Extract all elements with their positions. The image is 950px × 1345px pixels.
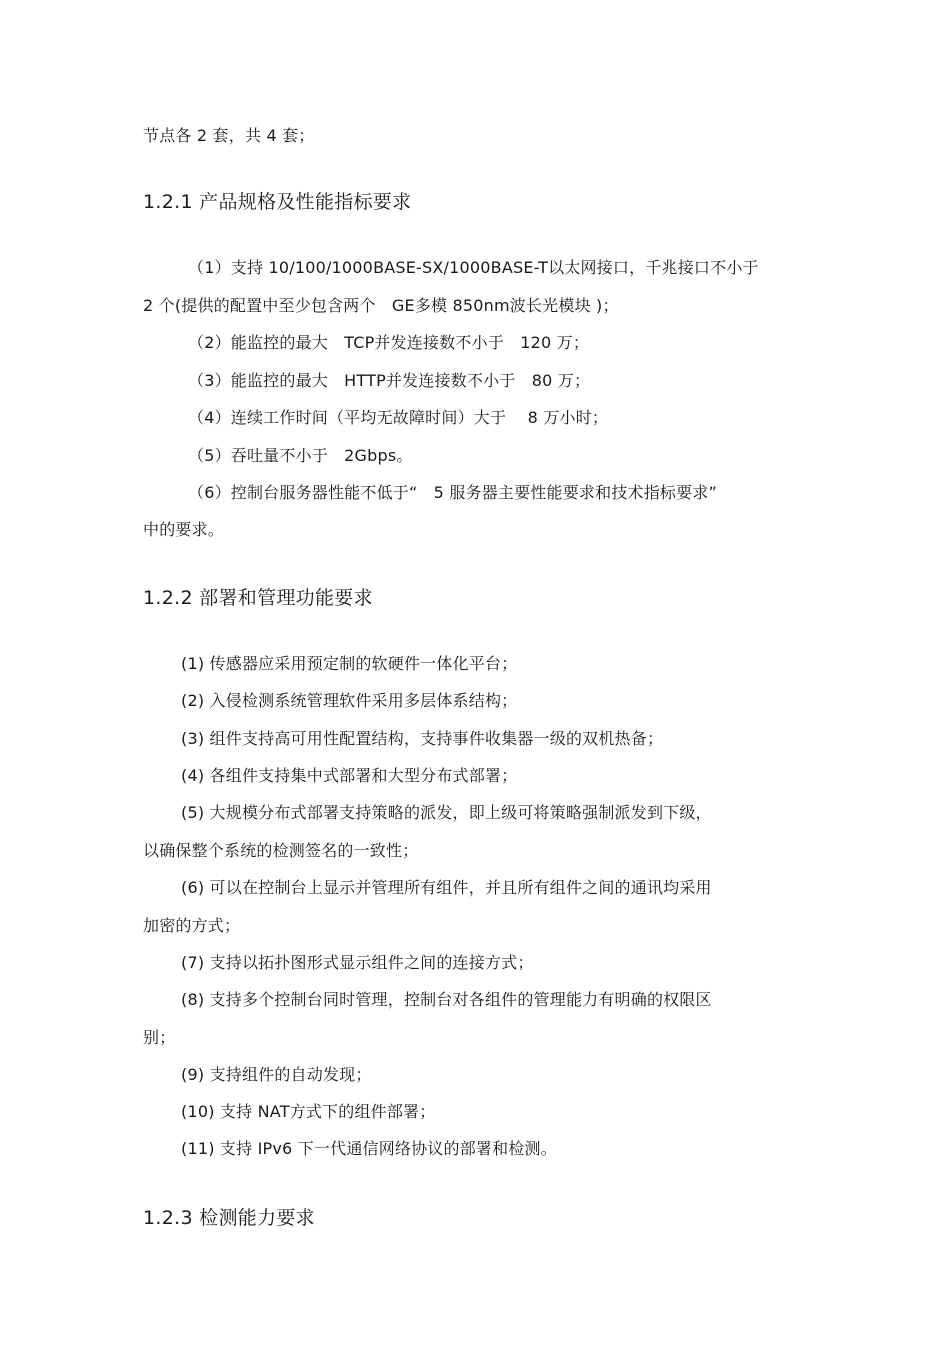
deploy-item-8: (8) 支持多个控制台同时管理，控制台对各组件的管理能力有明确的权限区 xyxy=(181,990,712,1009)
deploy-item-2: (2) 入侵检测系统管理软件采用多层体系结构； xyxy=(181,691,518,710)
spec-item-6-cont: 中的要求。 xyxy=(143,520,225,539)
section-heading-1-2-1: 1.2.1 产品规格及性能指标要求 xyxy=(143,191,412,213)
deploy-item-4: (4) 各组件支持集中式部署和大型分布式部署； xyxy=(181,766,518,785)
deploy-item-6-cont: 加密的方式； xyxy=(143,916,241,935)
deploy-item-3: (3) 组件支持高可用性配置结构，支持事件收集器一级的双机热备； xyxy=(181,729,664,748)
deploy-item-11: (11) 支持 IPv6 下一代通信网络协议的部署和检测。 xyxy=(181,1139,557,1158)
spec-item-6: （6）控制台服务器性能不低于“ 5 服务器主要性能要求和技术指标要求” xyxy=(188,483,718,502)
spec-item-3: （3）能监控的最大 HTTP并发连接数不小于 80 万； xyxy=(188,371,591,390)
deploy-item-5-cont: 以确保整个系统的检测签名的一致性； xyxy=(143,841,419,860)
section-heading-1-2-2: 1.2.2 部署和管理功能要求 xyxy=(143,587,373,609)
deploy-item-10: (10) 支持 NAT方式下的组件部署； xyxy=(181,1102,436,1121)
section-heading-1-2-3: 1.2.3 检测能力要求 xyxy=(143,1207,315,1229)
deploy-item-7: (7) 支持以拓扑图形式显示组件之间的连接方式； xyxy=(181,953,534,972)
deploy-item-9: (9) 支持组件的自动发现； xyxy=(181,1065,372,1084)
intro-line: 节点各 2 套，共 4 套； xyxy=(143,126,315,145)
deploy-item-8-cont: 别； xyxy=(143,1028,176,1047)
deploy-item-6: (6) 可以在控制台上显示并管理所有组件，并且所有组件之间的通讯均采用 xyxy=(181,878,712,897)
deploy-item-5: (5) 大规模分布式部署支持策略的派发，即上级可将策略强制派发到下级， xyxy=(181,803,712,822)
deploy-item-1: (1) 传感器应采用预定制的软硬件一体化平台； xyxy=(181,654,518,673)
spec-item-1-cont: 2 个(提供的配置中至少包含两个 GE多模 850nm波长光模块 )； xyxy=(143,296,619,315)
spec-item-1: （1）支持 10/100/1000BASE-SX/1000BASE-T以太网接口，千兆接口不小于 xyxy=(188,258,759,277)
spec-item-5: （5）吞吐量不小于 2Gbps。 xyxy=(188,446,413,465)
spec-item-4: （4）连续工作时间（平均无故障时间）大于 8 万小时； xyxy=(188,408,609,427)
spec-item-2: （2）能监控的最大 TCP并发连接数不小于 120 万； xyxy=(188,333,590,352)
